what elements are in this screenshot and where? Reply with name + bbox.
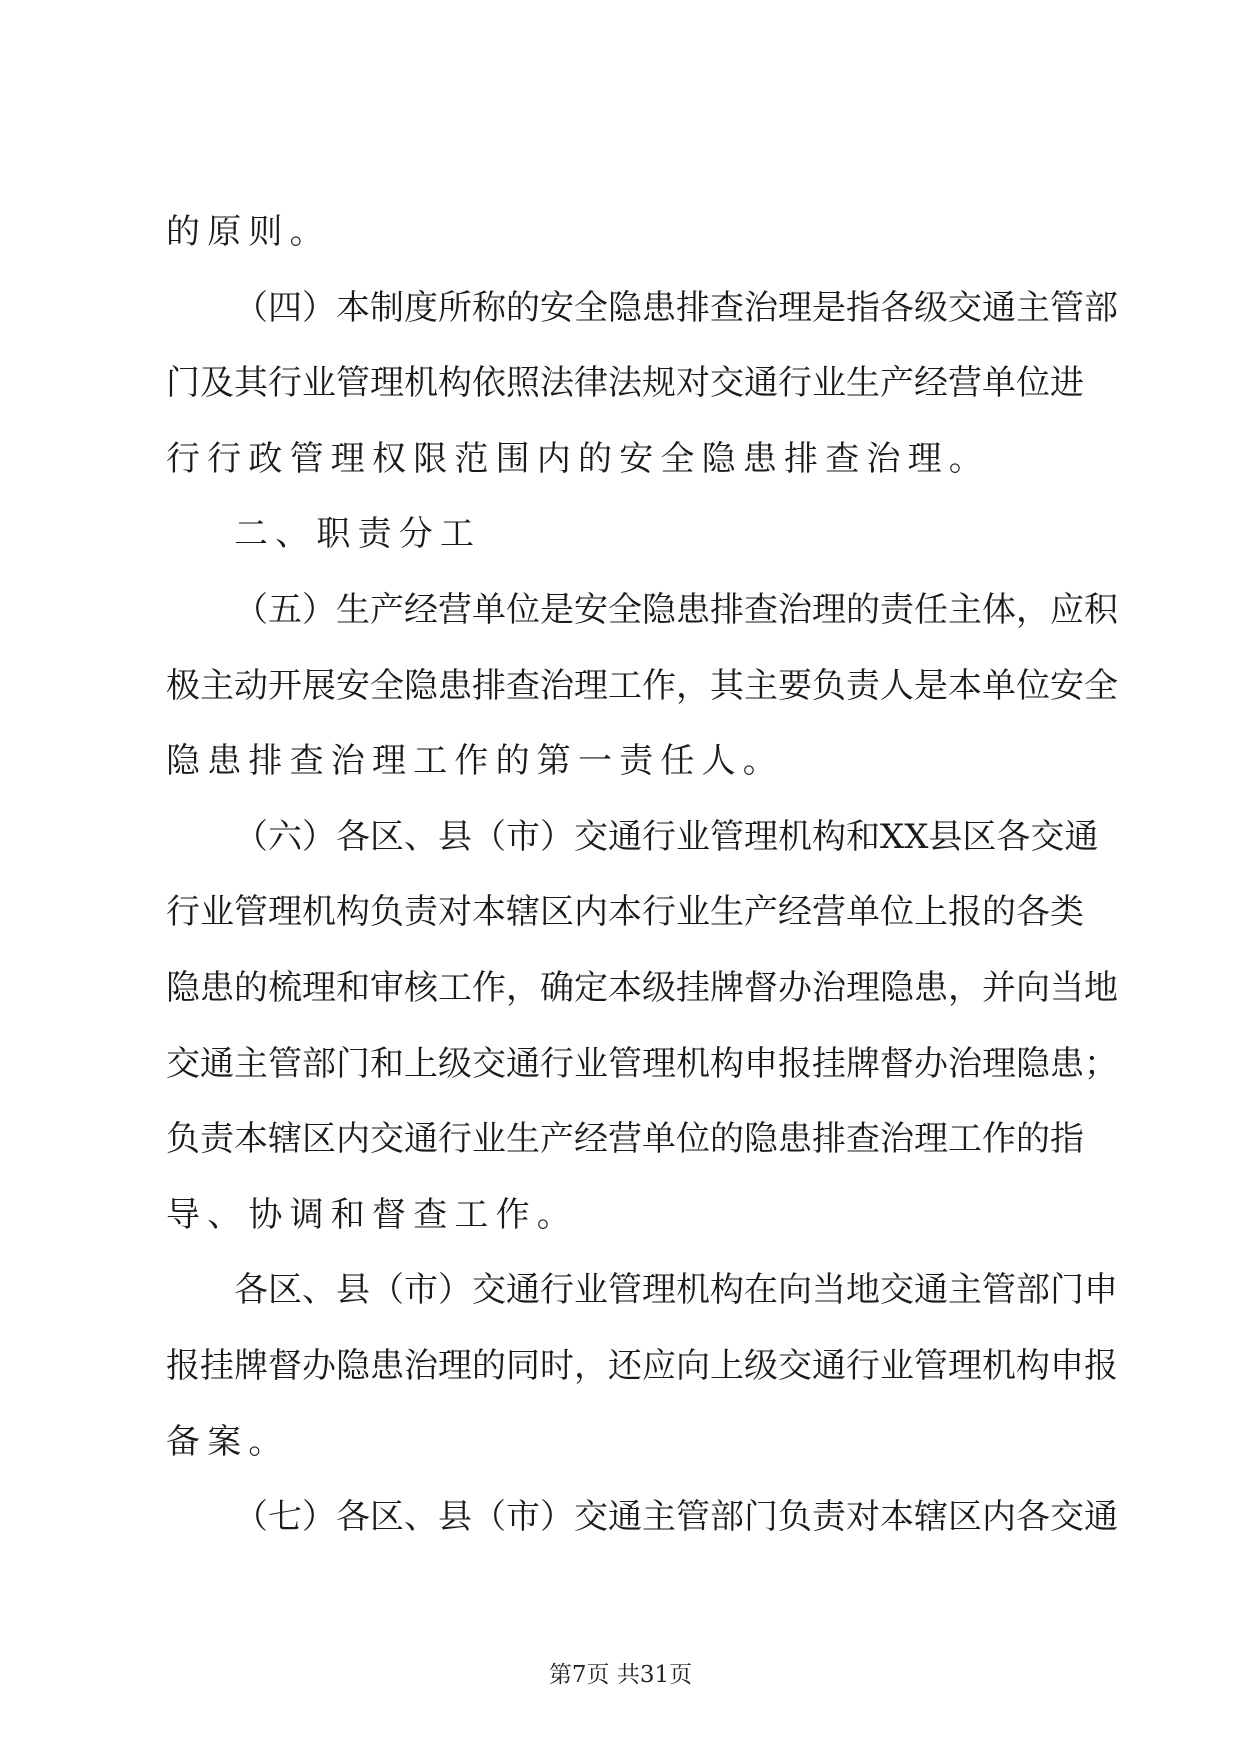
text-line: 隐患的梳理和审核工作，确定本级挂牌督办治理隐患，并向当地 xyxy=(166,968,1118,1008)
text-line: 门及其行业管理机构依照法律法规对交通行业生产经营单位进 xyxy=(166,363,1084,403)
text-line: 行业管理机构负责对本辖区内本行业生产经营单位上报的各类 xyxy=(166,892,1084,932)
text-line: 隐患排查治理工作的第一责任人。 xyxy=(166,741,784,781)
text-line: 交通主管部门和上级交通行业管理机构申报挂牌督办治理隐患； xyxy=(166,1044,1118,1084)
section-heading: 二、职责分工 xyxy=(234,514,482,554)
text-line: 报挂牌督办隐患治理的同时，还应向上级交通行业管理机构申报 xyxy=(166,1346,1118,1386)
text-line: （四）本制度所称的安全隐患排查治理是指各级交通主管部 xyxy=(234,288,1118,328)
text-line: 负责本辖区内交通行业生产经营单位的隐患排查治理工作的指 xyxy=(166,1119,1084,1159)
text-line: （五）生产经营单位是安全隐患排查治理的责任主体，应积 xyxy=(234,590,1118,630)
text-line: 导、协调和督查工作。 xyxy=(166,1195,578,1235)
text-line: 的原则。 xyxy=(166,212,331,252)
text-line: （七）各区、县（市）交通主管部门负责对本辖区内各交通 xyxy=(234,1497,1118,1537)
text-line: 行行政管理权限范围内的安全隐患排查治理。 xyxy=(166,439,990,479)
text-line: 极主动开展安全隐患排查治理工作，其主要负责人是本单位安全 xyxy=(166,666,1118,706)
text-line: 备案。 xyxy=(166,1422,290,1462)
text-line: 各区、县（市）交通行业管理机构在向当地交通主管部门申 xyxy=(234,1270,1118,1310)
page-number: 第7页 共31页 xyxy=(548,1662,693,1688)
text-line: （六）各区、县（市）交通行业管理机构和XX县区各交通 xyxy=(234,817,1099,857)
